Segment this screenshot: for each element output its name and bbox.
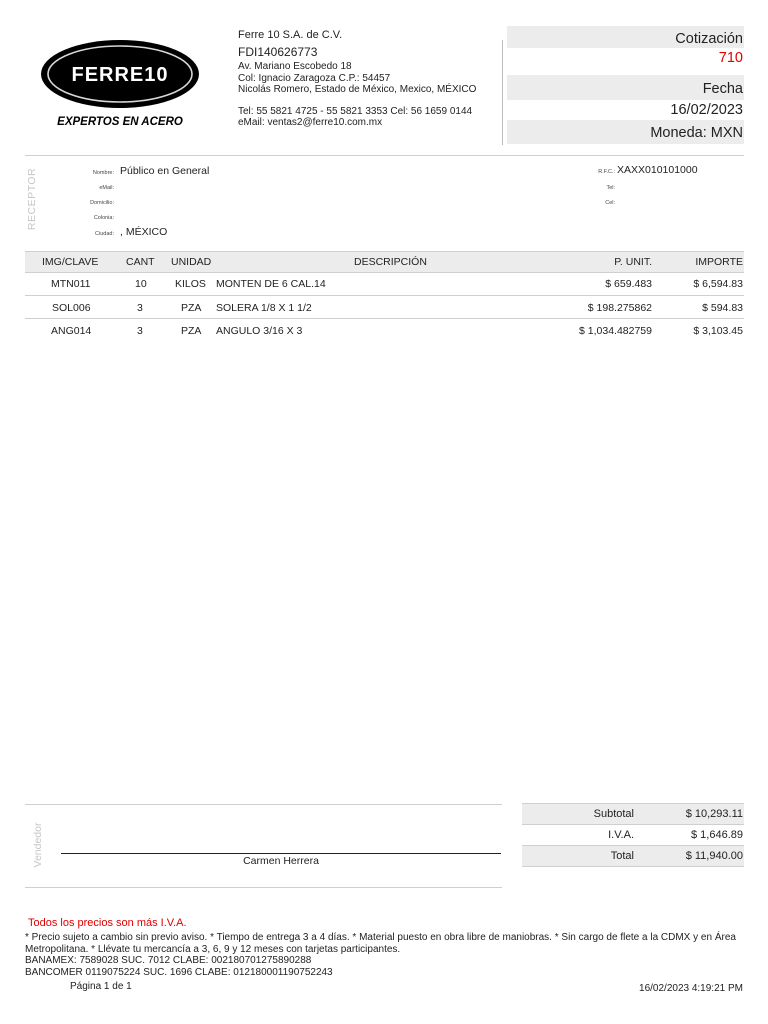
- total-row: [522, 846, 744, 867]
- date-label: Fecha: [702, 81, 743, 97]
- company-info: [238, 28, 500, 129]
- bank-bancomer: BANCOMER 0119075224 SUC. 1696 CLABE: 012180001190752243: [25, 967, 333, 978]
- receptor-section-label: [22, 163, 42, 235]
- row-clave: MTN011: [51, 278, 91, 290]
- city-label: Ciudad:: [95, 231, 114, 237]
- row-cant: 10: [135, 278, 147, 290]
- quote-date: 16/02/2023: [670, 102, 743, 118]
- name-label: Nombre:: [92, 170, 114, 176]
- total-label: Total: [610, 850, 634, 862]
- client-rfc: XAXX010101000: [617, 164, 698, 176]
- row-cant: 3: [137, 325, 143, 337]
- company-phones: Tel: 55 5821 4725 - 55 5821 3353 Cel: 56 1659 0144: [238, 105, 473, 117]
- bank-banamex: BANAMEX: 7589028 SUC. 7012 CLABE: 002180701275890288: [25, 955, 312, 966]
- logo-text: FERRE10: [71, 64, 169, 86]
- seller-name: Carmen Herrera: [243, 855, 319, 867]
- address-label: Domicilio:: [90, 200, 114, 206]
- row-descripcion: ANGULO 3/16 X 3: [216, 325, 303, 337]
- vendor-bottom-line: [25, 887, 502, 888]
- row-unidad: KILOS: [175, 278, 206, 290]
- subtotal-label: Subtotal: [593, 808, 634, 820]
- tax-note: Todos los precios son más I.V.A.: [28, 917, 187, 929]
- table-row: [25, 273, 744, 296]
- iva-label: I.V.A.: [608, 829, 634, 841]
- col-header-punit: P. UNIT.: [614, 256, 652, 268]
- col-header-importe: IMPORTE: [695, 256, 743, 268]
- col-header-descripcion: DESCRIPCIÓN: [354, 256, 427, 268]
- col-header-cant: CANT: [126, 256, 155, 268]
- company-rfc: FDI140626773: [238, 45, 318, 59]
- row-punit: $ 1,034.482759: [579, 325, 652, 337]
- quote-label: Cotización: [675, 31, 743, 47]
- signature-line: [61, 853, 501, 854]
- iva-row: [522, 825, 744, 846]
- company-address-1: Av. Mariano Escobedo 18: [238, 61, 352, 72]
- company-email: eMail: ventas2@ferre10.com.mx: [238, 117, 383, 128]
- col-header-clave: IMG/CLAVE: [42, 256, 99, 268]
- row-unidad: PZA: [181, 325, 202, 337]
- row-clave: ANG014: [51, 325, 92, 337]
- row-importe: $ 594.83: [702, 302, 743, 314]
- client-city: , MÉXICO: [120, 226, 168, 238]
- company-address-2: Col: Ignacio Zaragoza C.P.: 54457: [238, 72, 391, 84]
- row-cant: 3: [137, 302, 143, 314]
- client-name: Público en General: [120, 165, 210, 177]
- receptor-label-text: RECEPTOR: [26, 167, 38, 231]
- tel-label: Tel:: [606, 185, 615, 191]
- vendor-label-text: Vendedor: [32, 822, 44, 868]
- company-address-3: Nicolás Romero, Estado de México, Mexico, MÉXICO: [238, 84, 477, 95]
- cel-label: Cel:: [605, 200, 615, 206]
- row-unidad: PZA: [181, 302, 202, 314]
- col-header-unidad: UNIDAD: [171, 256, 212, 268]
- row-clave: SOL006: [52, 302, 91, 314]
- items-table-header: [25, 251, 744, 273]
- total-value: $ 11,940.00: [685, 850, 743, 862]
- currency: Moneda: MXN: [650, 125, 743, 141]
- company-logo: [33, 38, 208, 128]
- table-row: [25, 319, 744, 342]
- conditions-text: * Precio sujeto a cambio sin previo aviso. * Tiempo de entrega 3 a 4 días. * Material puesto en obra libre de maniobras. * Sin cargo de flete a la CDMX y en Área Metropolitana. * Llévate tu mercancía a 3, 6, 9 y 12 meses con tarjetas participantes.: [25, 932, 736, 955]
- rfc-label: R.F.C.:: [598, 169, 615, 175]
- vendor-top-line: [25, 804, 502, 805]
- subtotal-row: [522, 804, 744, 825]
- iva-value: $ 1,646.89: [691, 829, 743, 841]
- header-divider: [502, 40, 503, 145]
- colonia-label: Colonia:: [93, 215, 114, 221]
- row-descripcion: MONTEN DE 6 CAL.14: [216, 278, 326, 290]
- vendor-section-label: [28, 812, 48, 878]
- quote-header-panel: [507, 26, 744, 144]
- company-name: Ferre 10 S.A. de C.V.: [238, 29, 343, 41]
- row-punit: $ 198.275862: [587, 302, 652, 314]
- table-row: [25, 296, 744, 319]
- row-importe: $ 6,594.83: [693, 278, 743, 290]
- row-punit: $ 659.483: [605, 278, 652, 290]
- quote-number: 710: [718, 50, 743, 66]
- logo-tagline: EXPERTOS EN ACERO: [57, 116, 183, 128]
- email-label: eMail:: [99, 185, 114, 191]
- divider: [25, 155, 744, 156]
- print-timestamp: 16/02/2023 4:19:21 PM: [639, 983, 743, 994]
- page-number: Página 1 de 1: [70, 981, 132, 992]
- row-descripcion: SOLERA 1/8 X 1 1/2: [216, 302, 312, 314]
- subtotal-value: $ 10,293.11: [685, 808, 743, 820]
- row-importe: $ 3,103.45: [693, 325, 743, 337]
